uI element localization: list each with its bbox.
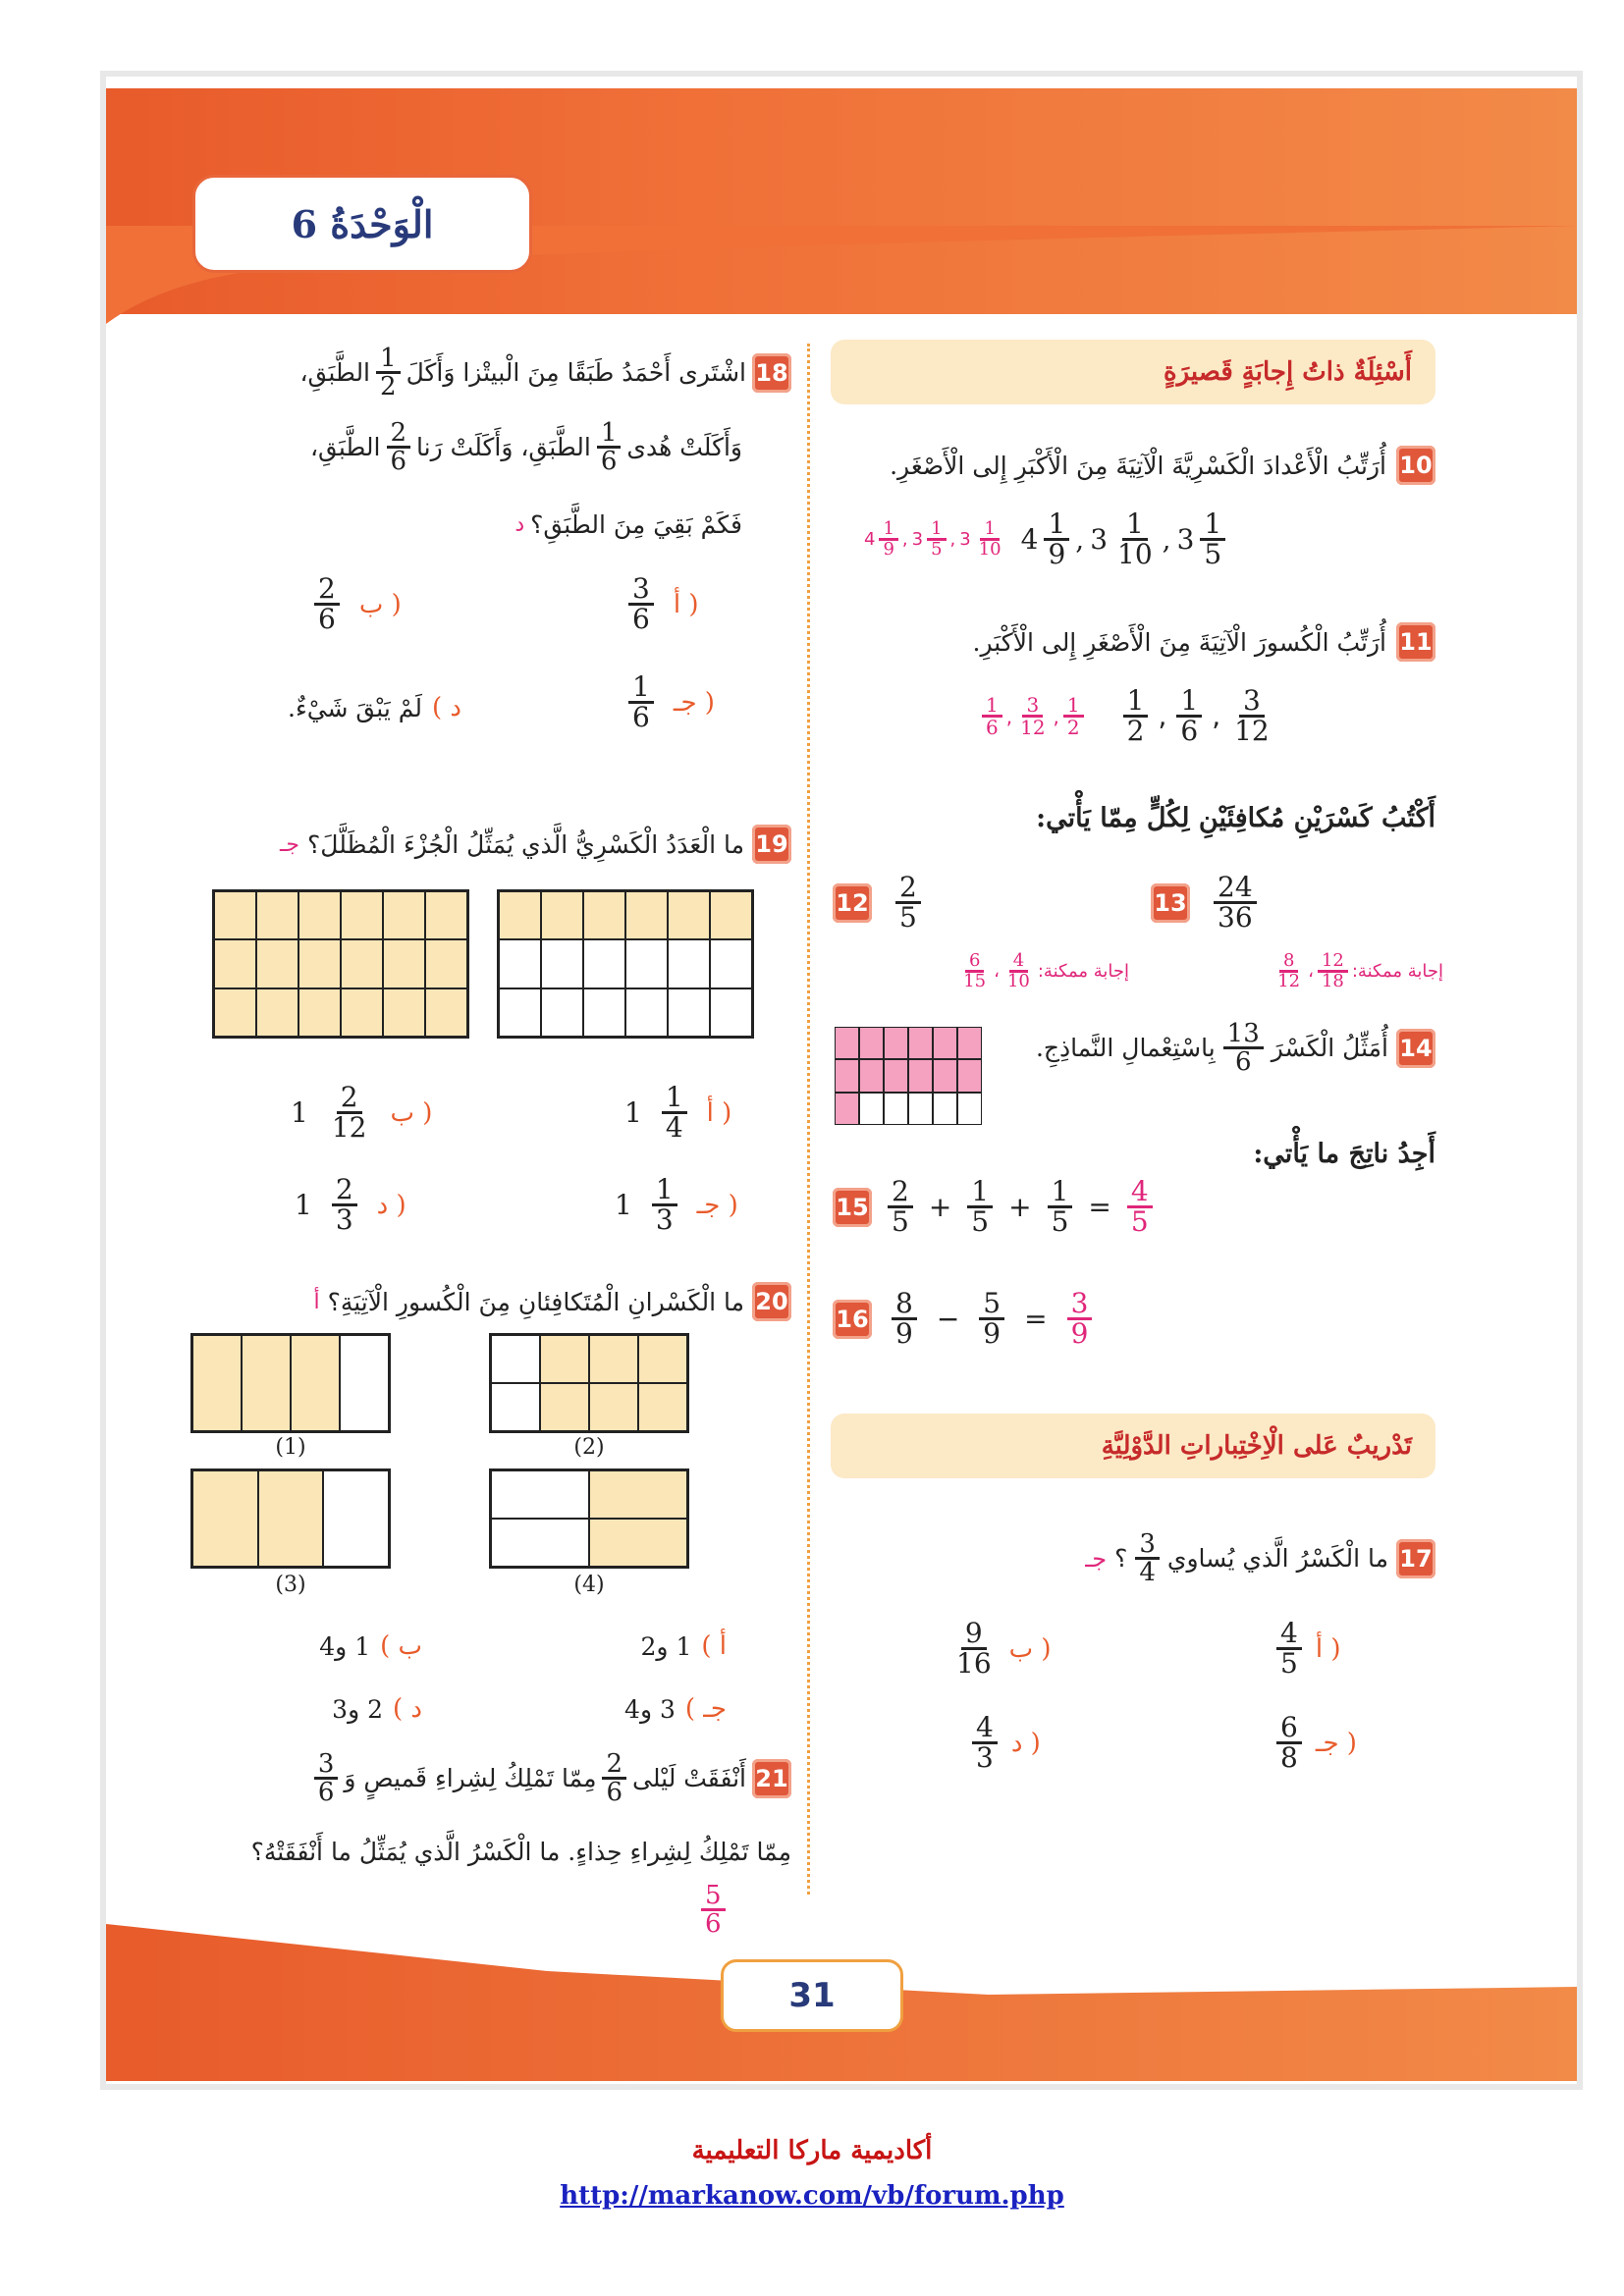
q21-line1: 21 أَنْفَقَتْ لَيْلى $\frac{2}{6}$ مِمّا تَمْلِكُ لِشِراءِ قَميصٍ وَ $\frac{3}{6}$ bbox=[187, 1751, 791, 1805]
q20-figure-2 bbox=[489, 1333, 689, 1433]
q17-answer: جـ bbox=[1085, 1544, 1108, 1573]
q10-text: أُرَتِّبُ الْأَعْدادَ الْكَسْرِيَّةَ الْآتِيَةَ مِنَ الْأَكْبَرِ إِلى الْأَصْغَرِ. bbox=[890, 451, 1386, 480]
q18-option-a[interactable]: $\frac{3}{6}$ أ ) bbox=[628, 575, 698, 633]
q20-option-c[interactable]: جـ ) 3 و4 bbox=[624, 1694, 727, 1724]
q10-answer: 4 $\frac{1}{9}$ , 3 $\frac{1}{5}$ , 3 $\frac{1}{10}$ bbox=[864, 518, 1001, 560]
q14-text-a: أُمَثِّلُ الْكَسْرَ bbox=[1271, 1034, 1388, 1062]
q18-option-d[interactable]: د ) لَمْ يَبْقَ شَيْءٌ. bbox=[288, 693, 461, 722]
q19-text: ما الْعَدَدُ الْكَسْرِيُّ الَّذي يُمَثِّلُ الْجُزْءَ الْمُظَلَّلَ؟ bbox=[307, 829, 744, 859]
q13-number: 13 bbox=[1151, 883, 1190, 923]
academy-link[interactable]: http://markanow.com/vb/forum.php bbox=[560, 2181, 1064, 2211]
q19-statement bbox=[187, 825, 791, 864]
q20-text: ما الْكَسْرانِ الْمُتَكافِئانِ مِنَ الْكُسورِ الْآتِيَةِ؟ bbox=[327, 1287, 744, 1316]
q20-statement bbox=[187, 1282, 791, 1321]
q10-statement bbox=[831, 446, 1435, 485]
q11-text: أُرَتِّبُ الْكُسورَ الْآتِيَةَ مِنَ الْأَصْغَرِ إِلى الْأَكْبَرِ. bbox=[972, 627, 1386, 657]
q19-option-d[interactable]: 1 $\frac{2}{3}$ د ) bbox=[295, 1173, 406, 1236]
q12-number: 12 bbox=[833, 883, 872, 923]
q21-answer: $\frac{5}{6}$ bbox=[701, 1883, 726, 1937]
page-number: 31 bbox=[721, 1959, 903, 2032]
q13-answer: إجابة ممكنة: $\frac{12}{18}$ ، $\frac{8}{12}$ bbox=[1277, 950, 1443, 991]
q18-number: 18 bbox=[752, 353, 791, 393]
q14-number: 14 bbox=[1396, 1029, 1435, 1068]
q12: 12 $\frac{2}{5}$ bbox=[833, 874, 921, 932]
q17-option-d[interactable]: $\frac{4}{3}$ د ) bbox=[972, 1714, 1041, 1772]
q20-answer: أ bbox=[313, 1289, 320, 1314]
q20-figure-3 bbox=[190, 1468, 391, 1569]
q17-option-a[interactable]: $\frac{4}{5}$ أ ) bbox=[1276, 1620, 1340, 1678]
q14-text-b: بِاسْتِعْمالِ النَّماذِجِ. bbox=[1035, 1034, 1216, 1062]
q20-option-d[interactable]: د ) 2 و3 bbox=[332, 1694, 422, 1724]
q11-items: $\frac{1}{2}$ , $\frac{1}{6}$ , $\frac{3}{12}$ bbox=[1123, 687, 1273, 745]
q18-option-b[interactable]: $\frac{2}{6}$ ب ) bbox=[314, 575, 402, 633]
q17-option-b[interactable]: $\frac{9}{16}$ ب ) bbox=[956, 1617, 1052, 1680]
q17-number: 17 bbox=[1396, 1539, 1435, 1578]
q15: 15 $\frac{2}{5}$ + $\frac{1}{5}$ + $\frac{1}{5}$ = $\frac{4}{5}$ bbox=[833, 1178, 1153, 1236]
unit-title: الْوَحْدَةُ 6 bbox=[291, 201, 434, 246]
q19-answer: جـ bbox=[279, 831, 299, 857]
equiv-heading: أَكْتُبُ كَسْرَيْنِ مُكافِئَيْنِ لِكُلٍّ مِمّا يَأْتي: bbox=[1036, 803, 1435, 833]
q16-answer: $\frac{3}{9}$ bbox=[1067, 1290, 1093, 1348]
q10-row bbox=[864, 507, 1225, 570]
section-banner-intl bbox=[831, 1414, 1435, 1478]
academy-credit: أكاديمية ماركا التعليمية bbox=[691, 2136, 933, 2165]
section-title-short-answer: أَسْئِلَةٌ ذاتُ إِجابَةٍ قَصيرَةٍ bbox=[1163, 357, 1412, 387]
q10-number: 10 bbox=[1396, 446, 1435, 485]
q20-figure-1 bbox=[190, 1333, 391, 1433]
column-divider bbox=[807, 344, 810, 1895]
q19-figure-partial bbox=[497, 889, 754, 1039]
q19-option-c[interactable]: 1 $\frac{1}{3}$ جـ ) bbox=[615, 1173, 738, 1236]
q20-figure-3-label: (3) bbox=[275, 1573, 306, 1597]
q16: 16 $\frac{8}{9}$ − $\frac{5}{9}$ = $\frac{3}{9}$ bbox=[833, 1290, 1092, 1348]
q15-answer: $\frac{4}{5}$ bbox=[1127, 1178, 1153, 1236]
result-heading: أَجِدُ ناتِجَ ما يَأْتي: bbox=[1253, 1139, 1435, 1169]
q11-answer: $\frac{1}{6}$ , $\frac{3}{12}$ , $\frac{1}{2}$ bbox=[982, 695, 1084, 737]
q11-row bbox=[982, 684, 1273, 747]
q20-number: 20 bbox=[752, 1282, 791, 1321]
unit-title-tab bbox=[192, 175, 532, 273]
q20-option-b[interactable]: ب ) 1 و4 bbox=[319, 1631, 422, 1661]
q20-figure-1-label: (1) bbox=[275, 1435, 306, 1460]
q19-option-b[interactable]: 1 $\frac{2}{12}$ ب ) bbox=[291, 1081, 433, 1144]
q19-figure-full bbox=[212, 889, 469, 1039]
q11-number: 11 bbox=[1396, 622, 1435, 662]
section-banner-short-answer bbox=[831, 340, 1435, 404]
q18-answer: د bbox=[514, 512, 525, 537]
q20-option-a[interactable]: أ ) 1 و2 bbox=[640, 1631, 727, 1661]
q18-line2: وَأَكَلَتْ هُدى $\frac{1}{6}$ الطَّبَقِ، وَأَكَلَتْ رَنا $\frac{2}{6}$ الطَّبَقِ، bbox=[309, 418, 742, 476]
q15-number: 15 bbox=[833, 1188, 872, 1227]
q18-option-c[interactable]: $\frac{1}{6}$ جـ ) bbox=[628, 673, 715, 731]
q18-line3: فَكَمْ بَقِيَ مِنَ الطَّبَقِ؟ د bbox=[514, 510, 742, 539]
q21-number: 21 bbox=[752, 1759, 791, 1798]
q14-statement: 14 أُمَثِّلُ الْكَسْرَ $\frac{13}{6}$ بِاسْتِعْمالِ النَّماذِجِ. bbox=[992, 1021, 1435, 1075]
q17-option-c[interactable]: $\frac{6}{8}$ جـ ) bbox=[1276, 1714, 1357, 1772]
q19-number: 19 bbox=[752, 825, 791, 864]
section-title-intl: تَدْريبٌ عَلى الْاِخْتِباراتِ الدَّوْلِيَّةِ bbox=[1101, 1431, 1412, 1461]
q20-figure-4-label: (4) bbox=[573, 1573, 605, 1597]
q12-answer: إجابة ممكنة: $\frac{4}{10}$ ، $\frac{6}{15}$ bbox=[963, 950, 1129, 991]
q18-line1: 18 اشْتَرى أَحْمَدُ طَبَقًا مِنَ الْبيتْزا وَأَكَلَ $\frac{1}{2}$ الطَّبَقِ، bbox=[187, 346, 791, 400]
q16-number: 16 bbox=[833, 1300, 872, 1339]
q20-figure-2-label: (2) bbox=[573, 1435, 605, 1460]
q17-text: ما الْكَسْرُ الَّذي يُساوي bbox=[1166, 1544, 1388, 1573]
q17-statement: 17 ما الْكَسْرُ الَّذي يُساوي $\frac{3}{4}$ ؟ جـ bbox=[982, 1531, 1435, 1585]
q14-model bbox=[835, 1027, 982, 1125]
q13: 13 $\frac{24}{36}$ bbox=[1151, 874, 1257, 932]
q11-statement bbox=[831, 622, 1435, 662]
q21-line2: مِمّا تَمْلِكُ لِشِراءِ حِذاءٍ. ما الْكَسْرُ الَّذي يُمَثِّلُ ما أَنْفَقَتْهُ؟ bbox=[250, 1838, 791, 1866]
q20-figure-4 bbox=[489, 1468, 689, 1569]
q10-items: 4 $\frac{1}{9}$ , 3 $\frac{1}{10}$ , 3 $\frac{1}{5}$ bbox=[1021, 510, 1226, 568]
q19-option-a[interactable]: 1 $\frac{1}{4}$ أ ) bbox=[624, 1081, 732, 1144]
